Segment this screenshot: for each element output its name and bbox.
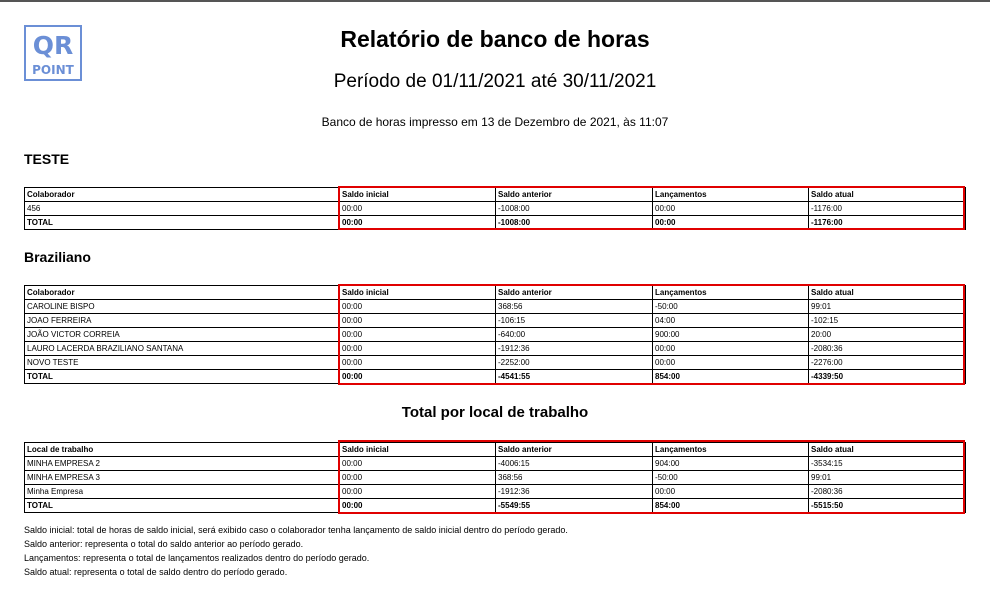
table-row [25,328,966,342]
cell-local: MINHA EMPRESA 3 [25,471,340,485]
total-lancamentos: 00:00 [653,216,809,230]
header-lancamentos: Lançamentos [653,443,809,457]
table-row [25,300,966,314]
group-title-teste: TESTE [24,151,70,167]
note-saldo-anterior: Saldo anterior: representa o total do saldo anterior ao período gerado. [24,539,304,549]
cell-saldo-atual: 99:01 [809,471,966,485]
total-saldo-anterior: -4541:55 [496,370,653,384]
cell-saldo-atual: 99:01 [809,300,966,314]
cell-lancamentos: 00:00 [653,356,809,370]
cell-saldo-atual: -1176:00 [809,202,966,216]
total-saldo-anterior: -5549:55 [496,499,653,513]
header-saldo-anterior: Saldo anterior [496,188,653,202]
table-row [25,342,966,356]
report-title: Relatório de banco de horas [340,26,650,52]
note-saldo-inicial: Saldo inicial: total de horas de saldo inicial, será exibido caso o colaborador tenha lançamento de saldo inicial dentro do período gerado. [24,525,568,535]
table-header-row [25,443,966,457]
cell-colaborador: LAURO LACERDA BRAZILIANO SANTANA [25,342,340,356]
table-row [25,471,966,485]
cell-saldo-inicial: 00:00 [340,328,496,342]
legend-notes [24,523,568,579]
total-lancamentos: 854:00 [653,370,809,384]
note-lancamentos: Lançamentos: representa o total de lançamentos realizados dentro do período gerado. [24,553,370,563]
header-lancamentos: Lançamentos [653,286,809,300]
logo-text-point: POINT [32,63,74,77]
header-saldo-inicial: Saldo inicial [340,188,496,202]
cell-colaborador: NOVO TESTE [25,356,340,370]
header-colaborador: Colaborador [25,188,340,202]
header-saldo-atual: Saldo atual [809,443,966,457]
header-saldo-anterior: Saldo anterior [496,443,653,457]
header-saldo-inicial: Saldo inicial [340,286,496,300]
header-colaborador: Colaborador [25,286,340,300]
cell-saldo-inicial: 00:00 [340,457,496,471]
cell-colaborador: CAROLINE BISPO [25,300,340,314]
header-saldo-anterior: Saldo anterior [496,286,653,300]
table-total-row [25,370,966,384]
cell-saldo-anterior: 368:56 [496,300,653,314]
cell-saldo-atual: -2276:00 [809,356,966,370]
total-saldo-atual: -4339:50 [809,370,966,384]
total-label: TOTAL [25,216,340,230]
cell-lancamentos: 00:00 [653,202,809,216]
workplace-table [24,442,966,513]
header-lancamentos: Lançamentos [653,188,809,202]
cell-lancamentos: 00:00 [653,485,809,499]
logo-text-qr: QR [32,31,74,60]
cell-colaborador: 456 [25,202,340,216]
cell-saldo-anterior: 368:56 [496,471,653,485]
cell-saldo-atual: -3534:15 [809,457,966,471]
report-period: Período de 01/11/2021 até 30/11/2021 [333,71,657,92]
cell-saldo-inicial: 00:00 [340,485,496,499]
cell-saldo-anterior: -2252:00 [496,356,653,370]
cell-lancamentos: -50:00 [653,300,809,314]
note-saldo-atual: Saldo atual: representa o total de saldo dentro do período gerado. [24,567,288,577]
cell-saldo-anterior: -1912:36 [496,342,653,356]
table-header-row [25,188,966,202]
cell-colaborador: JOÃO VICTOR CORREIA [25,328,340,342]
total-saldo-atual: -1176:00 [809,216,966,230]
cell-saldo-anterior: -1912:36 [496,485,653,499]
report-printed-date: Banco de horas impresso em 13 de Dezembro de 2021, às 11:07 [321,115,669,129]
cell-saldo-inicial: 00:00 [340,356,496,370]
cell-saldo-anterior: -4006:15 [496,457,653,471]
cell-saldo-inicial: 00:00 [340,202,496,216]
total-saldo-inicial: 00:00 [340,370,496,384]
total-saldo-inicial: 00:00 [340,216,496,230]
total-label: TOTAL [25,370,340,384]
table-total-row [25,216,966,230]
cell-saldo-atual: 20:00 [809,328,966,342]
group-title-braziliano: Braziliano [24,249,91,265]
table-header-row [25,286,966,300]
cell-saldo-anterior: -106:15 [496,314,653,328]
header-local-de-trabalho: Local de trabalho [25,443,340,457]
table-row [25,457,966,471]
cell-saldo-atual: -102:15 [809,314,966,328]
total-saldo-inicial: 00:00 [340,499,496,513]
cell-lancamentos: 04:00 [653,314,809,328]
cell-lancamentos: 904:00 [653,457,809,471]
group-table-braziliano [24,285,966,384]
cell-saldo-inicial: 00:00 [340,314,496,328]
cell-saldo-inicial: 00:00 [340,300,496,314]
top-border [0,0,990,2]
table-row [25,485,966,499]
table-total-row [25,499,966,513]
cell-lancamentos: 00:00 [653,342,809,356]
cell-colaborador: JOAO FERREIRA [25,314,340,328]
table-row [25,202,966,216]
total-lancamentos: 854:00 [653,499,809,513]
cell-saldo-atual: -2080:36 [809,485,966,499]
cell-local: MINHA EMPRESA 2 [25,457,340,471]
group-table-teste [24,187,966,230]
cell-lancamentos: -50:00 [653,471,809,485]
cell-saldo-inicial: 00:00 [340,342,496,356]
header-saldo-inicial: Saldo inicial [340,443,496,457]
cell-lancamentos: 900:00 [653,328,809,342]
cell-saldo-atual: -2080:36 [809,342,966,356]
total-saldo-anterior: -1008:00 [496,216,653,230]
table-row [25,356,966,370]
workplace-title: Total por local de trabalho [401,404,589,421]
cell-saldo-inicial: 00:00 [340,471,496,485]
total-label: TOTAL [25,499,340,513]
table-row [25,314,966,328]
header-saldo-atual: Saldo atual [809,286,966,300]
cell-saldo-anterior: -1008:00 [496,202,653,216]
header-saldo-atual: Saldo atual [809,188,966,202]
cell-local: Minha Empresa [25,485,340,499]
cell-saldo-anterior: -640:00 [496,328,653,342]
total-saldo-atual: -5515:50 [809,499,966,513]
